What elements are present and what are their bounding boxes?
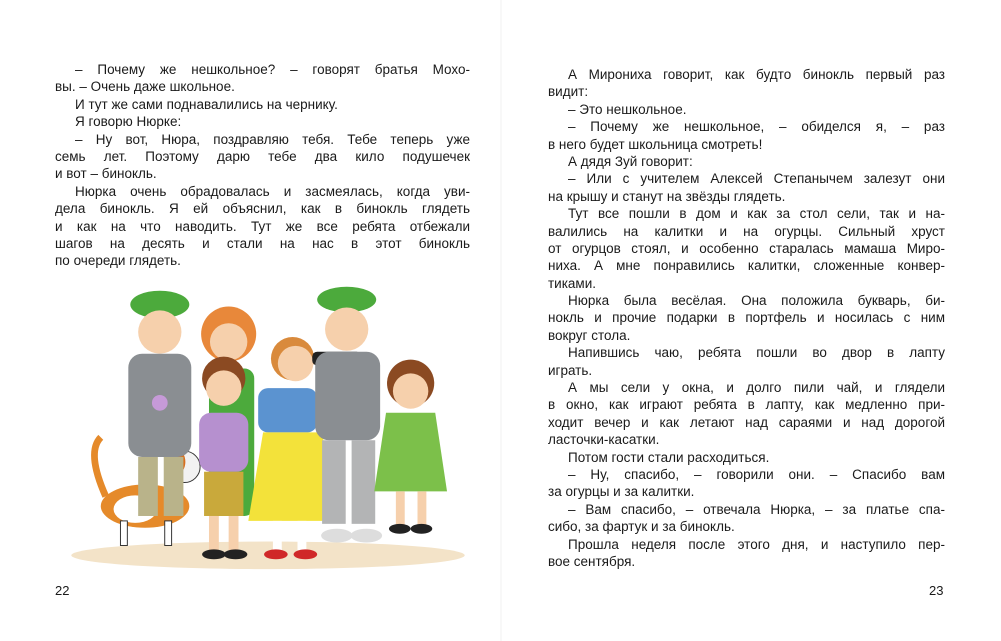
text-line: ходит вечер и как летают над сараями и над дорогой bbox=[548, 414, 945, 430]
text-line: ниха. А мне понравились калитки, сложенные конвер- bbox=[548, 258, 945, 274]
text-line: нокль и прочие подарки в портфель и носилась с ним bbox=[548, 310, 945, 326]
text-line: Потом гости стали расходиться. bbox=[568, 449, 770, 465]
text-line: за огурцы и за калитки. bbox=[548, 484, 695, 500]
boy-green-cap bbox=[315, 287, 382, 543]
page-number-right: 23 bbox=[929, 583, 944, 598]
text-line: – Ну вот, Нюра, поздравляю тебя. Тебе теперь уже bbox=[75, 131, 470, 147]
text-line: валились на калитки и на огурцы. Сильный хруст bbox=[548, 223, 945, 239]
text-line: – Почему же нешкольное, – обиделся я, – раз bbox=[568, 119, 945, 135]
text-line: семь лет. Поэтому дарю тебе два кило подушечек bbox=[55, 148, 470, 164]
text-line: А дядя Зуй говорит: bbox=[568, 153, 693, 169]
text-line: – Ну, спасибо, – говорили они. – Спасибо вам bbox=[568, 466, 945, 482]
small-girl-green-dress bbox=[374, 360, 447, 534]
text-line: вокруг стола. bbox=[548, 327, 631, 343]
text-line: Нюрка была весёлая. Она положила букварь, би- bbox=[568, 293, 945, 309]
text-line: – Почему же нешкольное? – говорят братья Мохо- bbox=[75, 62, 470, 77]
book-gutter bbox=[500, 0, 502, 641]
text-line: и как на что наводить. Тут же все ребята отбежали bbox=[55, 218, 470, 234]
text-line: вое сентября. bbox=[548, 553, 636, 569]
boy-purple-sweater bbox=[199, 357, 248, 560]
text-line: ласточки-касатки. bbox=[548, 432, 660, 448]
left-page-text bbox=[55, 61, 470, 270]
text-line: Тут все пошли в дом и как за стол сели, так и на- bbox=[568, 206, 945, 222]
text-line: А мы сели у окна, и долго пили чай, и глядели bbox=[568, 380, 945, 396]
text-line: Прошла неделя после этого дня, и наступило пер- bbox=[568, 536, 945, 552]
text-line: тиками. bbox=[548, 275, 597, 291]
text-line: от огурцов стоял, и особенно старалась мамаша Миро- bbox=[548, 240, 945, 256]
text-line: в него будет школьница смотреть! bbox=[548, 136, 763, 152]
text-line: и вот – бинокль. bbox=[55, 166, 157, 182]
text-line: играть. bbox=[548, 362, 593, 378]
text-line: сибо, за фартук и за бинокль. bbox=[548, 519, 735, 535]
text-line: на крышу и станут на звёзды глядеть. bbox=[548, 188, 786, 204]
text-line: дела бинокль. Я ей объяснил, как в бинокль глядеть bbox=[55, 201, 470, 217]
children-with-binoculars-illustration bbox=[58, 275, 478, 575]
text-line: – Это нешкольное. bbox=[568, 101, 687, 117]
text-line: шагов на десять и стали на нас в этот бинокль bbox=[55, 235, 470, 251]
text-line: – Вам спасибо, – отвечала Нюрка, – за платье спа- bbox=[568, 501, 945, 517]
text-line: И тут же сами поднавалились на чернику. bbox=[75, 96, 338, 112]
text-line: Нюрка очень обрадовалась и засмеялась, когда уви- bbox=[75, 183, 470, 199]
text-line: А Мирониха говорит, как будто бинокль первый раз bbox=[568, 67, 945, 82]
boy-grey-jacket bbox=[128, 291, 191, 516]
right-page-text bbox=[548, 66, 945, 570]
text-line: Напившись чаю, ребята пошли во двор в лапту bbox=[568, 345, 945, 361]
text-line: видит: bbox=[548, 84, 589, 100]
text-line: в окно, как играют ребята в лапту, как медленно при- bbox=[548, 397, 945, 413]
text-line: Я говорю Нюрке: bbox=[75, 114, 182, 130]
text-line: по очереди глядеть. bbox=[55, 253, 181, 269]
page-number-left: 22 bbox=[55, 583, 70, 598]
text-line: вы. – Очень даже школьное. bbox=[55, 79, 235, 95]
text-line: – Или с учителем Алексей Степанычем залезут они bbox=[568, 171, 945, 187]
